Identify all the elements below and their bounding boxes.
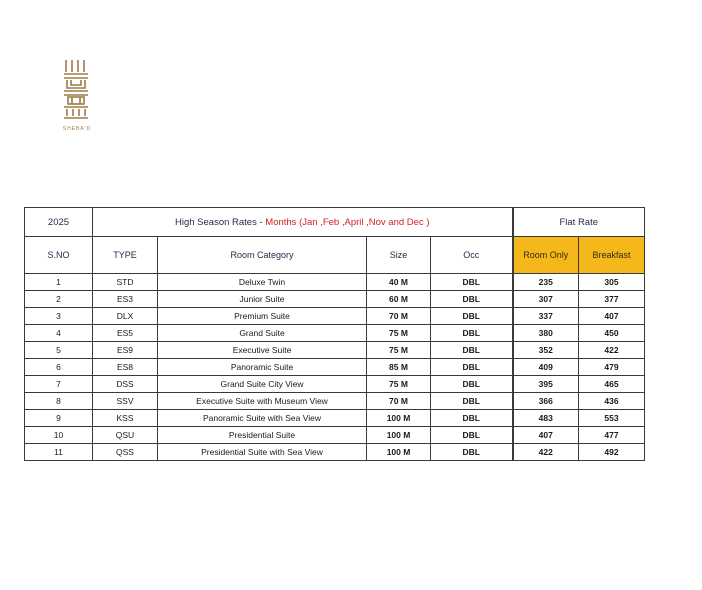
cell-breakfast: 377	[579, 291, 645, 308]
cell-sno: 7	[25, 376, 93, 393]
cell-room-only: 380	[513, 325, 579, 342]
cell-size: 75 M	[367, 325, 431, 342]
table-row	[25, 376, 645, 393]
cell-breakfast: 305	[579, 274, 645, 291]
ornate-monogram-icon	[58, 58, 96, 122]
col-header-sno: S.NO	[25, 237, 93, 274]
cell-occ: DBL	[431, 291, 513, 308]
title-row	[25, 208, 645, 237]
column-header-row	[25, 237, 645, 274]
cell-category: Presidential Suite with Sea View	[158, 444, 367, 461]
cell-size: 75 M	[367, 376, 431, 393]
cell-category: Panoramic Suite with Sea View	[158, 410, 367, 427]
cell-room-only: 235	[513, 274, 579, 291]
cell-sno: 5	[25, 342, 93, 359]
table-row	[25, 359, 645, 376]
cell-type: DSS	[93, 376, 158, 393]
cell-type: QSS	[93, 444, 158, 461]
table-row	[25, 393, 645, 410]
cell-type: ES9	[93, 342, 158, 359]
cell-type: ES3	[93, 291, 158, 308]
cell-category: Premium Suite	[158, 308, 367, 325]
cell-occ: DBL	[431, 325, 513, 342]
cell-breakfast: 492	[579, 444, 645, 461]
cell-room-only: 307	[513, 291, 579, 308]
cell-size: 40 M	[367, 274, 431, 291]
table-row	[25, 308, 645, 325]
cell-category: Executive Suite with Museum View	[158, 393, 367, 410]
cell-sno: 8	[25, 393, 93, 410]
cell-room-only: 337	[513, 308, 579, 325]
cell-breakfast: 553	[579, 410, 645, 427]
cell-occ: DBL	[431, 410, 513, 427]
table-row	[25, 342, 645, 359]
cell-category: Presidential Suite	[158, 427, 367, 444]
cell-sno: 3	[25, 308, 93, 325]
col-header-room-only: Room Only	[513, 237, 579, 274]
table-row	[25, 291, 645, 308]
cell-breakfast: 407	[579, 308, 645, 325]
rates-table-body	[25, 274, 645, 461]
table-row	[25, 325, 645, 342]
rates-table	[24, 207, 645, 461]
cell-breakfast: 479	[579, 359, 645, 376]
cell-type: QSU	[93, 427, 158, 444]
cell-type: SSV	[93, 393, 158, 410]
cell-room-only: 483	[513, 410, 579, 427]
cell-occ: DBL	[431, 342, 513, 359]
table-row	[25, 274, 645, 291]
col-header-breakfast: Breakfast	[579, 237, 645, 274]
cell-room-only: 409	[513, 359, 579, 376]
col-header-category: Room Category	[158, 237, 367, 274]
cell-breakfast: 477	[579, 427, 645, 444]
table-row	[25, 410, 645, 427]
cell-size: 70 M	[367, 308, 431, 325]
flat-rate-header: Flat Rate	[513, 208, 645, 237]
cell-room-only: 407	[513, 427, 579, 444]
cell-sno: 11	[25, 444, 93, 461]
season-title	[93, 208, 513, 237]
cell-sno: 6	[25, 359, 93, 376]
cell-sno: 9	[25, 410, 93, 427]
cell-size: 100 M	[367, 410, 431, 427]
cell-occ: DBL	[431, 393, 513, 410]
table-row	[25, 427, 645, 444]
cell-type: DLX	[93, 308, 158, 325]
cell-room-only: 366	[513, 393, 579, 410]
cell-type: KSS	[93, 410, 158, 427]
cell-breakfast: 422	[579, 342, 645, 359]
cell-size: 100 M	[367, 444, 431, 461]
logo-brand-text: SHEBA'D	[62, 126, 92, 132]
cell-occ: DBL	[431, 376, 513, 393]
col-header-type: TYPE	[93, 237, 158, 274]
year-cell: 2025	[25, 208, 93, 237]
cell-occ: DBL	[431, 427, 513, 444]
cell-breakfast: 450	[579, 325, 645, 342]
cell-category: Grand Suite	[158, 325, 367, 342]
cell-category: Panoramic Suite	[158, 359, 367, 376]
season-title-prefix: High Season Rates -	[174, 216, 266, 228]
cell-occ: DBL	[431, 359, 513, 376]
cell-size: 60 M	[367, 291, 431, 308]
cell-room-only: 422	[513, 444, 579, 461]
cell-breakfast: 436	[579, 393, 645, 410]
cell-occ: DBL	[431, 308, 513, 325]
cell-category: Grand Suite City View	[158, 376, 367, 393]
cell-sno: 10	[25, 427, 93, 444]
cell-room-only: 395	[513, 376, 579, 393]
cell-type: ES8	[93, 359, 158, 376]
cell-category: Executive Suite	[158, 342, 367, 359]
col-header-occ: Occ	[431, 237, 513, 274]
col-header-size: Size	[367, 237, 431, 274]
cell-type: STD	[93, 274, 158, 291]
cell-sno: 2	[25, 291, 93, 308]
cell-sno: 4	[25, 325, 93, 342]
table-row	[25, 444, 645, 461]
cell-occ: DBL	[431, 444, 513, 461]
hotel-logo	[58, 58, 96, 132]
cell-type: ES5	[93, 325, 158, 342]
cell-size: 75 M	[367, 342, 431, 359]
cell-breakfast: 465	[579, 376, 645, 393]
cell-category: Junior Suite	[158, 291, 367, 308]
cell-size: 70 M	[367, 393, 431, 410]
cell-room-only: 352	[513, 342, 579, 359]
cell-occ: DBL	[431, 274, 513, 291]
cell-category: Deluxe Twin	[158, 274, 367, 291]
cell-size: 100 M	[367, 427, 431, 444]
cell-sno: 1	[25, 274, 93, 291]
season-months: Months (Jan ,Feb ,April ,Nov and Dec )	[265, 216, 430, 228]
cell-size: 85 M	[367, 359, 431, 376]
